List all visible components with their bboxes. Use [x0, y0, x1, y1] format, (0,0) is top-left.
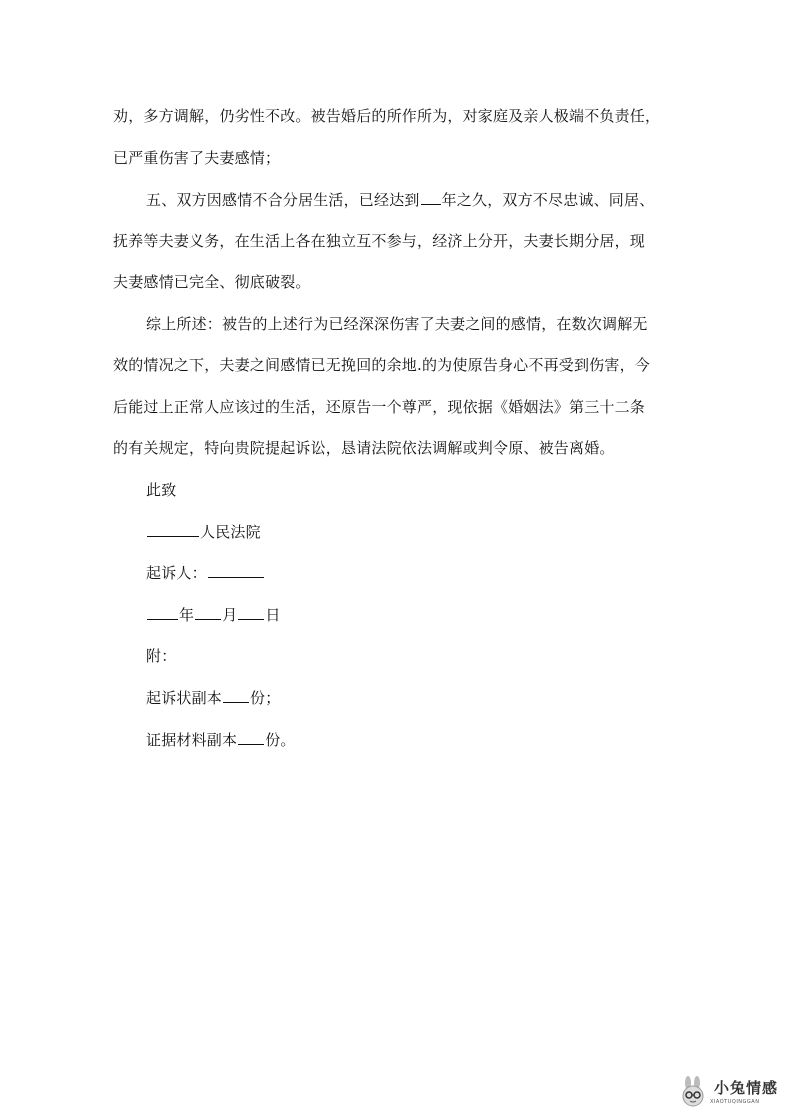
- text-segment: 年之久，双方不尽忠诚、同居、: [441, 191, 655, 209]
- paragraph-line: 后能过上正常人应该过的生活，还原告一个尊严，现依据《婚姻法》第三十二条: [113, 398, 646, 416]
- text-segment: 起诉状副本: [146, 689, 223, 707]
- plaintiff-line: [146, 562, 265, 583]
- blank-line: [223, 687, 249, 703]
- court-line: [146, 521, 261, 542]
- watermark-subtitle: XIAOTUQINGGAN: [710, 1099, 760, 1105]
- blank-line: [238, 604, 264, 620]
- plaintiff-label: 起诉人：: [146, 564, 207, 582]
- date-year: 年: [179, 606, 195, 624]
- date-month: 月: [222, 606, 238, 624]
- text-segment: 证据材料副本: [146, 731, 238, 749]
- date-day: 日: [265, 606, 281, 624]
- attachment-item: [146, 687, 280, 708]
- paragraph-line: [146, 189, 654, 210]
- paragraph-line: 的有关规定，特向贵院提起诉讼，恳请法院依法调解或判令原、被告离婚。: [113, 439, 615, 457]
- blank-line: [421, 189, 441, 205]
- attachment-item: [146, 729, 296, 750]
- paragraph-line: 夫妻感情已完全、彻底破裂。: [113, 273, 311, 291]
- blank-line: [195, 604, 221, 620]
- closing-salutation: 此致: [146, 481, 177, 499]
- paragraph-line: 劝，多方调解，仍劣性不改。被告婚后的所作所为，对家庭及亲人极端不负责任，: [113, 107, 661, 125]
- watermark: [676, 1074, 786, 1114]
- court-suffix: 人民法院: [200, 523, 261, 541]
- date-line: [146, 604, 281, 625]
- blank-line: [147, 604, 178, 620]
- paragraph-line: 抚养等夫妻义务，在生活上各在独立互不参与，经济上分开，夫妻长期分居，现: [113, 232, 646, 250]
- attachment-label: 附：: [146, 647, 177, 665]
- rabbit-logo-icon: [676, 1076, 710, 1110]
- watermark-brand: 小兔情感: [714, 1079, 779, 1097]
- text-segment: 份。: [265, 731, 296, 749]
- text-segment: 份；: [250, 689, 281, 707]
- paragraph-line: 已严重伤害了夫妻感情；: [113, 149, 281, 167]
- paragraph-line: 效的情况之下，夫妻之间感情已无挽回的余地.的为使原告身心不再受到伤害，今: [113, 356, 650, 374]
- text-segment: 五、双方因感情不合分居生活，已经达到: [146, 191, 420, 209]
- blank-line: [208, 562, 264, 578]
- blank-line: [238, 729, 264, 745]
- paragraph-line: 综上所述：被告的上述行为已经深深伤害了夫妻之间的感情，在数次调解无: [146, 315, 648, 333]
- blank-line: [147, 521, 199, 537]
